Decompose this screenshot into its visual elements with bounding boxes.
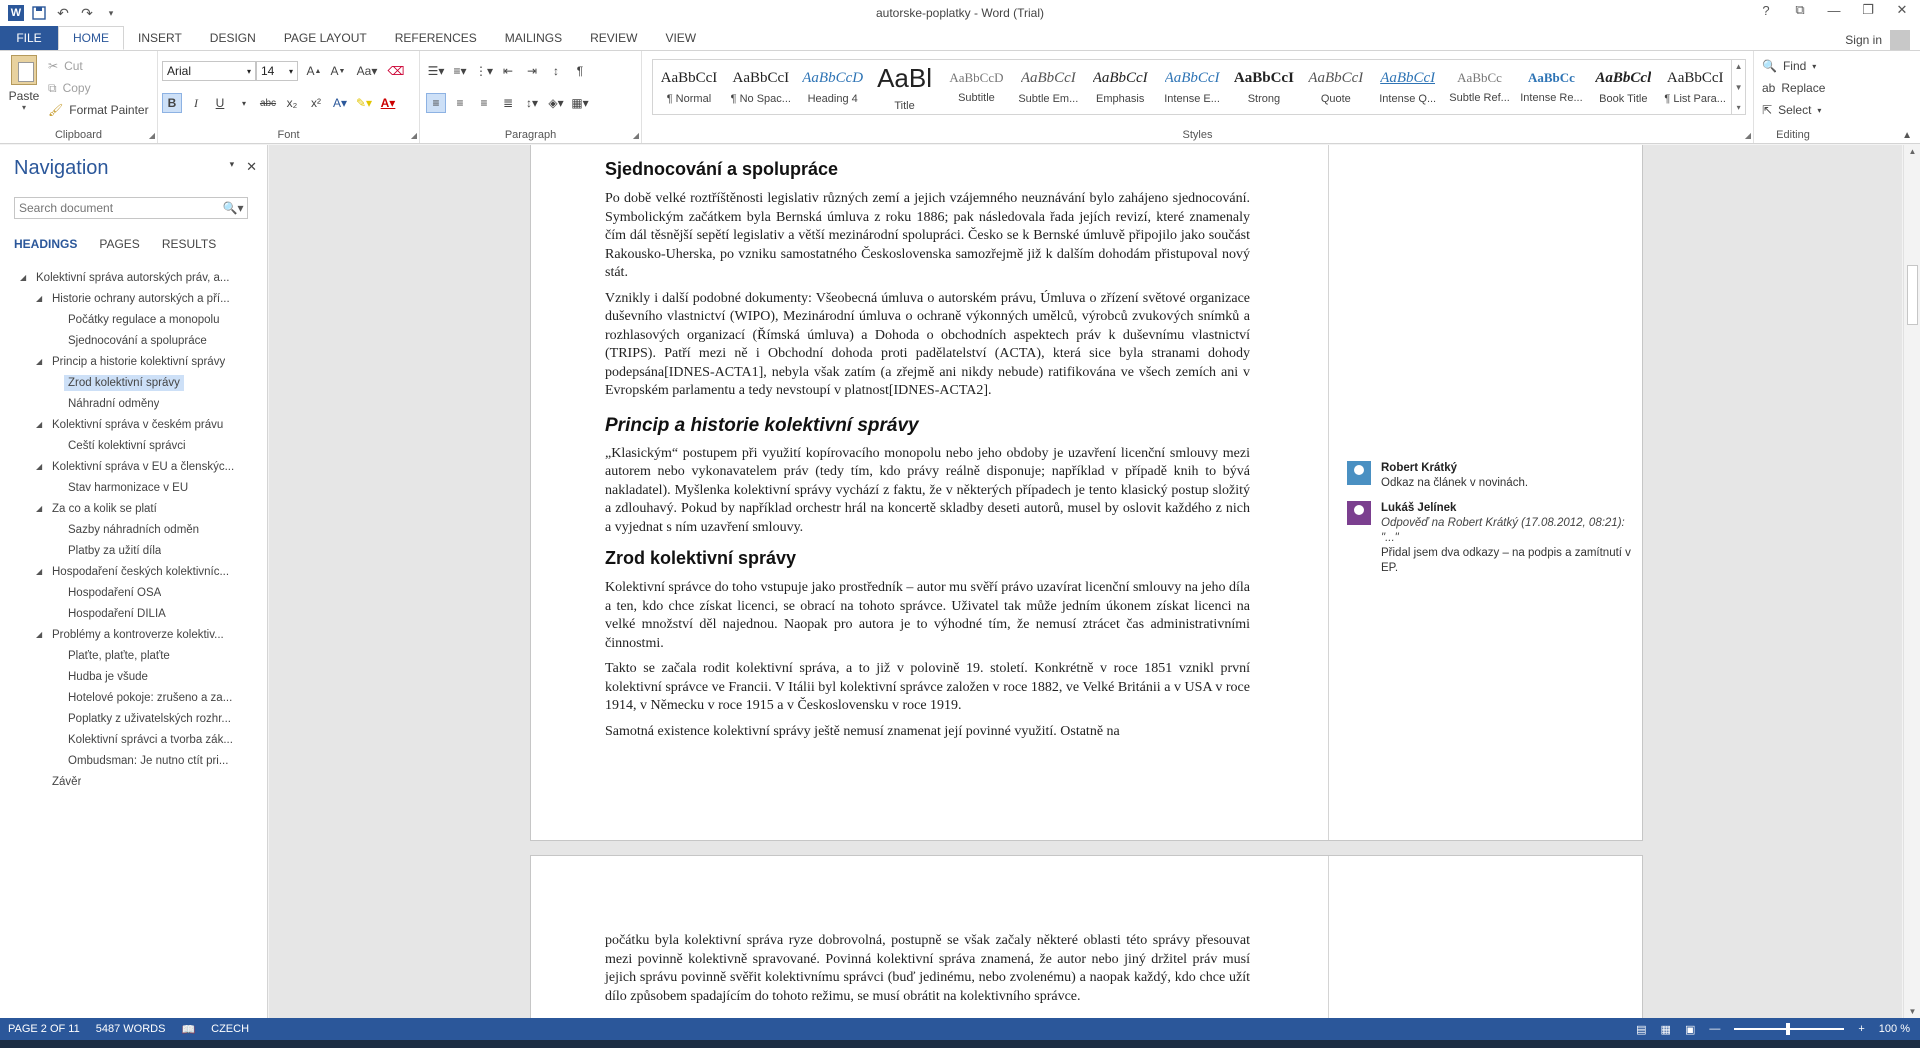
comment-author: Robert Krátký bbox=[1381, 462, 1458, 474]
replace-label: Replace bbox=[1781, 81, 1826, 95]
replace-icon: ab bbox=[1762, 81, 1776, 95]
tab-review[interactable]: REVIEW bbox=[590, 31, 638, 45]
headings-tree bbox=[0, 267, 268, 792]
nav-heading-label: Princip a historie kolektivní správy bbox=[52, 355, 226, 368]
find-label: Find bbox=[1782, 59, 1807, 73]
tab-pages[interactable]: PAGES bbox=[99, 237, 140, 251]
nav-heading-item[interactable] bbox=[0, 267, 268, 288]
nav-heading-item[interactable] bbox=[0, 351, 268, 372]
nav-heading-label: Kolektivní správa autorských práv, a... bbox=[36, 271, 230, 284]
paragraph[interactable]: Kolektivní správce do toho vstupuje jako prostředník – autor mu svěří právo uzavírat licenční smlouvy na jeho díla a ten, kdo chce získat licenci, se obrací na tohoto správce. Uživatel tak může jedním úkonem získat licenci na velké množství děl najednou. Naopak pro autora je to výhodné tím, že nemusí ztrácet čas administrativními činnostmi. bbox=[605, 580, 1251, 651]
sort-icon[interactable]: ↕ bbox=[553, 64, 559, 78]
style-name: Emphasis bbox=[1096, 92, 1145, 105]
web-layout-icon[interactable]: ▣ bbox=[1684, 1023, 1696, 1036]
comment-reply-info: Odpověď na Robert Krátký (17.08.2012, 08:21): "..." bbox=[1381, 517, 1625, 544]
style-preview: AaBbCcI bbox=[1020, 69, 1076, 86]
nav-heading-label: Zrod kolektivní správy bbox=[64, 375, 184, 391]
window-controls bbox=[1756, 2, 1912, 18]
styles-more-icon[interactable]: ▾ bbox=[1736, 103, 1741, 112]
document-workspace bbox=[269, 145, 1902, 1018]
nav-heading-item[interactable] bbox=[0, 393, 268, 414]
font-name-dropdown-icon[interactable]: ▾ bbox=[246, 66, 251, 76]
nav-heading-label: Poplatky z uživatelských rozhr... bbox=[68, 712, 231, 725]
expand-collapse-icon[interactable]: ◢ bbox=[36, 294, 43, 303]
nav-heading-label: Hospodaření OSA bbox=[68, 586, 162, 599]
tab-headings[interactable]: HEADINGS bbox=[14, 237, 78, 251]
close-pane-icon[interactable]: ✕ bbox=[246, 159, 257, 174]
format-painter-icon: 🖌 bbox=[48, 103, 64, 117]
tab-insert[interactable]: INSERT bbox=[138, 31, 182, 45]
font-group bbox=[158, 51, 420, 143]
justify-icon[interactable]: ≣ bbox=[502, 96, 514, 110]
nav-heading-item[interactable] bbox=[0, 708, 268, 729]
paragraph[interactable]: Takto se začala rodit kolektivní správa, a to již v polovině 19. století. Konkrétně v roce 1851 vznikl první kolektivní správce ve Francii. V Itálii byl kolektivní správce založen v roce 1882, ve Velké Británii a v USA v roce 1914, v Německu v roce 1915 a v Československu v roce 1919. bbox=[605, 661, 1250, 713]
style-preview: AaBbCcI bbox=[1092, 69, 1148, 86]
paste-label: Paste bbox=[8, 89, 40, 103]
comment[interactable] bbox=[1347, 461, 1643, 491]
font-size-box[interactable] bbox=[256, 61, 298, 81]
subscript-icon[interactable]: x₂ bbox=[286, 96, 298, 110]
zoom-slider[interactable] bbox=[1734, 1028, 1844, 1030]
word-app-icon[interactable]: W bbox=[8, 5, 24, 21]
copy-button[interactable] bbox=[48, 77, 149, 99]
help-icon[interactable]: ? bbox=[1762, 2, 1770, 18]
nav-heading-item[interactable] bbox=[0, 561, 268, 582]
undo-icon[interactable]: ↶ bbox=[57, 4, 69, 21]
nav-heading-item[interactable] bbox=[0, 582, 268, 603]
language-indicator[interactable]: CZECH bbox=[211, 1023, 250, 1035]
style-name: Intense E... bbox=[1164, 92, 1220, 105]
paragraph[interactable]: Po době velké roztříštěnosti legislativ různých zemí a jejich vzájemného neuznávání bylo zahájeno sjednocování. Symbolickým začátkem byla Bernská úmluva z roku 1886; pak následovala řada jejích revizí, které znamenaly čím dál těsnější sepětí legislativ a větší mezinárodní spolupráci. Česko se k Bernské úmluvě připojilo jako součást Rakousko-Uherska, po vzniku samostatného Československa samozřejmě již k dalším dohodám přistupoval nový stát. bbox=[605, 191, 1250, 280]
numbering-icon[interactable]: ≡▾ bbox=[453, 64, 467, 78]
zoom-knob[interactable] bbox=[1786, 1023, 1790, 1035]
page-content[interactable] bbox=[605, 932, 1250, 1013]
zoom-level[interactable]: 100 % bbox=[1878, 1023, 1910, 1035]
show-formatting-icon[interactable]: ¶ bbox=[576, 64, 584, 78]
nav-heading-item[interactable] bbox=[0, 309, 268, 330]
cut-label: Cut bbox=[64, 59, 83, 73]
search-document-input[interactable] bbox=[15, 201, 219, 215]
copy-label: Copy bbox=[62, 81, 91, 95]
text-effects-icon[interactable]: A▾ bbox=[332, 96, 348, 110]
heading-princip[interactable]: Princip a historie kolektivní správy bbox=[605, 414, 919, 436]
select-dropdown-icon[interactable]: ▾ bbox=[1817, 105, 1822, 115]
font-tools-row1 bbox=[304, 61, 406, 81]
style-name: ¶ No Spac... bbox=[730, 92, 791, 105]
vertical-scrollbar[interactable] bbox=[1903, 145, 1920, 1018]
superscript-icon[interactable]: x² bbox=[311, 96, 321, 110]
ribbon-tabs bbox=[0, 26, 1920, 50]
comment-avatar bbox=[1347, 501, 1371, 525]
font-color-icon[interactable]: A▾ bbox=[380, 96, 396, 110]
customize-qat-icon[interactable]: ▾ bbox=[108, 7, 114, 18]
nav-heading-label: Kolektivní správa v EU a členskýc... bbox=[52, 460, 235, 473]
style-name: Book Title bbox=[1599, 92, 1648, 105]
nav-heading-label: Závěr bbox=[52, 775, 82, 788]
tab-view[interactable]: VIEW bbox=[665, 31, 697, 45]
nav-heading-item[interactable] bbox=[0, 456, 268, 477]
read-mode-icon[interactable]: ▤ bbox=[1636, 1023, 1647, 1036]
nav-heading-label: Stav harmonizace v EU bbox=[68, 481, 189, 494]
bullets-icon[interactable]: ☰▾ bbox=[427, 64, 445, 78]
sign-in[interactable] bbox=[1845, 30, 1910, 50]
paste-icon bbox=[11, 55, 37, 85]
style-preview: AaBbCcI bbox=[732, 69, 790, 86]
paragraph-group bbox=[420, 51, 642, 143]
status-right bbox=[1636, 1018, 1910, 1040]
underline-dropdown-icon[interactable]: ▾ bbox=[241, 98, 246, 108]
font-name-box[interactable] bbox=[162, 61, 256, 81]
style-name: ¶ List Para... bbox=[1664, 92, 1726, 105]
cut-icon: ✂ bbox=[48, 59, 59, 73]
font-size-value: 14 bbox=[261, 64, 275, 78]
comment-text[interactable]: Přidal jsem dva odkazy – na podpis a zamítnutí v EP. bbox=[1381, 547, 1631, 574]
expand-collapse-icon[interactable]: ◢ bbox=[20, 273, 27, 282]
nav-heading-label: Platby za užití díla bbox=[68, 544, 162, 557]
expand-collapse-icon[interactable]: ◢ bbox=[36, 462, 43, 471]
paragraph[interactable]: Vznikly i další podobné dokumenty: Všeobecná úmluva o autorském právu, Úmluva o zřízení světové organizace duševního vlastnictví (WIPO), Mezinárodní úmluva o ochraně výkonných umělců, výrobců zvukových snímků a rozhlasových organizací (Římská úmluva) a Dohoda o obchodních aspektech práv k duševnímu vlastnictví (TRIPS). Patří mezi ně i Obchodní dohoda proti padělatelství (ACTA), která sice byla stranami dohody podepsána[IDNES-ACTA1], nebyla však zatím (a zřejmě ani nikdy nebude) ratifikována ve všech zemích ani v Evropském parlamentu a tedy nevstoupí v platnost[IDNES-ACTA2]. bbox=[605, 290, 1250, 398]
close-window-icon[interactable]: ✕ bbox=[1896, 2, 1908, 17]
page-indicator[interactable]: PAGE 2 OF 11 bbox=[8, 1023, 80, 1035]
font-size-dropdown-icon[interactable]: ▾ bbox=[288, 66, 293, 76]
clear-formatting-icon[interactable]: ⌫ bbox=[387, 64, 405, 78]
style-name: Subtle Em... bbox=[1018, 92, 1079, 105]
comment-author: Lukáš Jelínek bbox=[1381, 502, 1457, 514]
underline-icon[interactable]: U bbox=[215, 96, 225, 110]
nav-heading-item[interactable] bbox=[0, 687, 268, 708]
markup-area bbox=[1328, 145, 1642, 840]
select-icon: ⇱ bbox=[1762, 103, 1773, 117]
nav-heading-item[interactable] bbox=[0, 477, 268, 498]
page-content[interactable] bbox=[605, 158, 1250, 748]
paste-button[interactable] bbox=[6, 55, 42, 112]
nav-heading-item[interactable] bbox=[0, 435, 268, 456]
pane-options-icon[interactable]: ▾ bbox=[229, 159, 235, 169]
nav-heading-label: Hudba je všude bbox=[68, 670, 148, 683]
nav-heading-item[interactable] bbox=[0, 729, 268, 750]
paragraph[interactable]: „Klasickým“ postupem při využití kopírovacího monopolu nebo jeho obdoby je uzavření licenční smlouvy mezi autorem nebo vykonavatelem práv (tedy tím, kdo právy reálně disponuje; například v případě knih to bývá nakladatel). Myšlenka kolektivní správy vychází z faktu, že v některých případech je tento klasický postup složitý a zdlouhavý. Pokud by například orchestr hrál na koncertě skladby deseti autorů, musel by oslovit každého z nich a vyjednat s ním uzavření smlouvy. bbox=[605, 445, 1250, 535]
expand-collapse-icon[interactable]: ◢ bbox=[36, 357, 43, 366]
strikethrough-icon[interactable]: abc bbox=[259, 97, 277, 109]
tab-mailings[interactable]: MAILINGS bbox=[504, 31, 563, 45]
select-label: Select bbox=[1778, 103, 1812, 117]
highlight-icon[interactable]: ✎▾ bbox=[355, 96, 373, 110]
paragraph[interactable]: počátku byla kolektivní správa ryze dobrovolná, postupně se však začaly některé oblasti této správy přesouvat mezi povinně kolektivně spravované. Povinná kolektivní správa znamená, že autor nebo jiný držitel práv musí jejich správu povinně svěřit kolektivnímu správci (buď jedinému, nebo zvolenému) a naopak každý, kdo chce užít dílo způsobem spadajícím do tohoto režimu, se musí obrátit na kolektivního správce. bbox=[605, 933, 1250, 1004]
save-icon[interactable] bbox=[30, 4, 48, 22]
expand-collapse-icon[interactable]: ◢ bbox=[36, 420, 43, 429]
sign-in-label[interactable]: Sign in bbox=[1845, 33, 1882, 47]
search-icon[interactable]: 🔍▾ bbox=[222, 201, 244, 215]
style-preview: AaBbCc bbox=[1527, 70, 1575, 85]
style-name: Subtitle bbox=[958, 92, 995, 104]
style-name: Intense Re... bbox=[1520, 92, 1583, 104]
nav-heading-label: Plaťte, plaťte, plaťte bbox=[68, 649, 170, 662]
style-name: Intense Q... bbox=[1379, 92, 1437, 105]
style-name: Strong bbox=[1247, 92, 1281, 105]
style-preview: AaBbCcI bbox=[1308, 69, 1364, 86]
collapse-ribbon-icon[interactable]: ▲ bbox=[1902, 130, 1912, 141]
scroll-thumb[interactable] bbox=[1907, 265, 1918, 325]
nav-heading-label: Historie ochrany autorských a pří... bbox=[52, 292, 230, 305]
scroll-down-icon[interactable]: ▼ bbox=[1908, 1007, 1917, 1016]
paragraph-group-label: Paragraph bbox=[504, 129, 557, 141]
window-title: autorske-poplatky - Word (Trial) bbox=[875, 6, 1045, 20]
ribbon-home bbox=[0, 50, 1920, 144]
style-preview: AaBbCcI bbox=[1380, 69, 1436, 86]
shrink-font-icon[interactable]: A ▼ bbox=[330, 64, 346, 78]
nav-heading-label: Hospodaření DILIA bbox=[68, 607, 166, 620]
styles-group-label: Styles bbox=[1182, 129, 1213, 141]
nav-heading-item[interactable] bbox=[0, 288, 268, 309]
style-preview: AaBbCcI bbox=[1666, 69, 1724, 86]
nav-heading-label: Kolektivní správci a tvorba zák... bbox=[68, 733, 233, 746]
font-launcher-icon[interactable]: ◢ bbox=[410, 131, 417, 140]
avatar[interactable] bbox=[1890, 30, 1910, 50]
comment[interactable] bbox=[1347, 501, 1643, 576]
format-painter-button[interactable] bbox=[48, 99, 149, 121]
style-preview: AaBbCc bbox=[1457, 70, 1502, 85]
nav-heading-label: Sjednocování a spolupráce bbox=[68, 334, 207, 347]
nav-heading-label: Počátky regulace a monopolu bbox=[68, 313, 220, 326]
nav-heading-label: Problémy a kontroverze kolektiv... bbox=[52, 628, 224, 641]
tab-design[interactable]: DESIGN bbox=[209, 31, 256, 45]
comment-body[interactable] bbox=[1381, 501, 1643, 576]
styles-launcher-icon[interactable]: ◢ bbox=[1744, 131, 1751, 140]
proofing-icon[interactable]: 📖 bbox=[181, 1023, 196, 1036]
navigation-tabs bbox=[14, 237, 216, 251]
nav-heading-item[interactable] bbox=[0, 771, 268, 792]
nav-heading-item[interactable] bbox=[0, 330, 268, 351]
scroll-up-icon[interactable]: ▲ bbox=[1908, 147, 1917, 156]
title-bar bbox=[0, 0, 1920, 26]
taskbar bbox=[0, 1040, 1920, 1048]
style-preview: AaBbCcI bbox=[1164, 69, 1220, 86]
nav-heading-label: Kolektivní správa v českém právu bbox=[52, 418, 224, 431]
nav-heading-item[interactable] bbox=[0, 372, 268, 393]
nav-heading-label: Hotelové pokoje: zrušeno a za... bbox=[68, 691, 233, 704]
style-name: ¶ Normal bbox=[666, 92, 712, 105]
nav-heading-item[interactable] bbox=[0, 414, 268, 435]
quick-access-toolbar bbox=[0, 4, 120, 22]
find-dropdown-icon[interactable]: ▾ bbox=[1812, 61, 1817, 71]
shading-icon[interactable]: ◈▾ bbox=[548, 96, 564, 110]
cut-button[interactable] bbox=[48, 55, 149, 77]
markup-area bbox=[1328, 856, 1642, 1018]
font-name-value: Arial bbox=[167, 64, 192, 78]
clipboard-group bbox=[0, 51, 158, 143]
styles-scroll-down-icon[interactable]: ▼ bbox=[1734, 82, 1743, 92]
multilevel-list-icon[interactable]: ⋮▾ bbox=[474, 64, 494, 78]
zoom-in-icon[interactable]: + bbox=[1858, 1023, 1865, 1035]
tab-results[interactable]: RESULTS bbox=[161, 237, 217, 251]
nav-heading-label: Hospodaření českých kolektivníc... bbox=[52, 565, 230, 578]
styles-group bbox=[642, 51, 1754, 143]
comment-avatar bbox=[1347, 461, 1371, 485]
tab-home[interactable]: HOME bbox=[58, 26, 124, 50]
style-preview: AaBbCcD bbox=[949, 70, 1004, 85]
heading-sjednocovani[interactable]: Sjednocování a spolupráce bbox=[605, 159, 839, 179]
nav-heading-item[interactable] bbox=[0, 540, 268, 561]
tab-file[interactable]: FILE bbox=[0, 26, 58, 50]
change-case-icon[interactable]: Aa▾ bbox=[356, 64, 378, 78]
document-page bbox=[530, 855, 1643, 1018]
nav-heading-item[interactable] bbox=[0, 666, 268, 687]
font-group-label: Font bbox=[277, 129, 300, 141]
expand-collapse-icon[interactable]: ◢ bbox=[36, 630, 43, 639]
decrease-indent-icon[interactable]: ⇤ bbox=[502, 64, 514, 78]
zoom-out-icon[interactable]: — bbox=[1709, 1023, 1721, 1035]
nav-heading-label: Náhradní odměny bbox=[68, 397, 160, 410]
nav-heading-label: Za co a kolik se platí bbox=[52, 502, 157, 515]
paragraph-launcher-icon[interactable]: ◢ bbox=[632, 131, 639, 140]
editing-group bbox=[1754, 51, 1832, 143]
style-name: Title bbox=[894, 99, 915, 112]
style-name: Heading 4 bbox=[807, 92, 858, 105]
status-bar bbox=[0, 1018, 1920, 1040]
font-tools-row2 bbox=[162, 93, 398, 113]
editing-group-label: Editing bbox=[1776, 129, 1810, 141]
style-preview: AaBbCcI bbox=[660, 69, 718, 86]
grow-font-icon[interactable]: A ▲ bbox=[306, 64, 322, 78]
nav-heading-item[interactable] bbox=[0, 519, 268, 540]
nav-heading-label: Ombudsman: Je nutno ctít pri... bbox=[68, 754, 229, 767]
navigation-pane bbox=[0, 145, 268, 1018]
line-spacing-icon[interactable]: ↕▾ bbox=[525, 96, 539, 110]
clipboard-items bbox=[48, 55, 149, 121]
tab-references[interactable]: REFERENCES bbox=[394, 31, 477, 45]
nav-heading-label: Čeští kolektivní správci bbox=[68, 439, 186, 452]
nav-heading-item[interactable] bbox=[0, 498, 268, 519]
document-page bbox=[530, 145, 1643, 841]
nav-heading-label: Sazby náhradních odměn bbox=[68, 523, 200, 536]
paragraph-tools-row1 bbox=[426, 61, 590, 81]
style-preview: AaBbCcD bbox=[802, 69, 864, 86]
print-layout-icon[interactable]: ▦ bbox=[1660, 1023, 1671, 1036]
clipboard-launcher-icon[interactable]: ◢ bbox=[148, 131, 155, 140]
nav-heading-item[interactable] bbox=[0, 624, 268, 645]
copy-icon: ⧉ bbox=[48, 80, 57, 95]
styles-scroll-up-icon[interactable]: ▲ bbox=[1734, 62, 1743, 71]
style-preview: AaBl bbox=[877, 62, 933, 93]
clipboard-group-label: Clipboard bbox=[54, 129, 103, 141]
align-right-icon[interactable]: ≡ bbox=[480, 96, 488, 110]
align-center-icon[interactable]: ≡ bbox=[456, 96, 464, 110]
style-preview: AaBbCcl bbox=[1595, 69, 1652, 86]
minimize-icon[interactable]: — bbox=[1827, 2, 1841, 18]
format-painter-label: Format Painter bbox=[69, 103, 149, 117]
redo-icon[interactable]: ↷ bbox=[81, 4, 93, 21]
find-icon: 🔍 bbox=[1762, 59, 1777, 73]
paragraph-tools-row2 bbox=[426, 93, 590, 113]
heading-zrod[interactable]: Zrod kolektivní správy bbox=[605, 548, 797, 568]
comment-body[interactable] bbox=[1381, 461, 1643, 491]
word-count[interactable]: 5487 WORDS bbox=[95, 1023, 166, 1035]
borders-icon[interactable]: ▦▾ bbox=[571, 96, 589, 110]
navigation-controls bbox=[230, 159, 257, 175]
ribbon-display-options-icon[interactable]: ⧉ bbox=[1795, 2, 1805, 17]
italic-icon[interactable]: I bbox=[194, 95, 198, 110]
style-preview: AaBbCcI bbox=[1233, 69, 1294, 86]
style-name: Quote bbox=[1320, 92, 1351, 105]
paste-dropdown-icon[interactable]: ▾ bbox=[21, 103, 26, 112]
tab-page-layout[interactable]: PAGE LAYOUT bbox=[283, 31, 367, 45]
expand-collapse-icon[interactable]: ◢ bbox=[36, 567, 43, 576]
navigation-search bbox=[14, 197, 248, 219]
expand-collapse-icon[interactable]: ◢ bbox=[36, 504, 43, 513]
increase-indent-icon[interactable]: ⇥ bbox=[526, 64, 538, 78]
restore-icon[interactable]: ❐ bbox=[1862, 2, 1874, 17]
nav-heading-item[interactable] bbox=[0, 645, 268, 666]
nav-heading-item[interactable] bbox=[0, 750, 268, 771]
nav-heading-item[interactable] bbox=[0, 603, 268, 624]
align-left-icon[interactable]: ≡ bbox=[426, 93, 446, 113]
bold-icon[interactable]: B bbox=[162, 93, 182, 113]
paragraph[interactable]: Samotná existence kolektivní správy ještě nemusí znamenat její povinné využití. Ostatně na bbox=[605, 723, 1120, 739]
navigation-title: Navigation bbox=[14, 157, 109, 179]
style-name: Subtle Ref... bbox=[1449, 92, 1510, 104]
comment-text[interactable]: Odkaz na článek v novinách. bbox=[1381, 477, 1529, 489]
